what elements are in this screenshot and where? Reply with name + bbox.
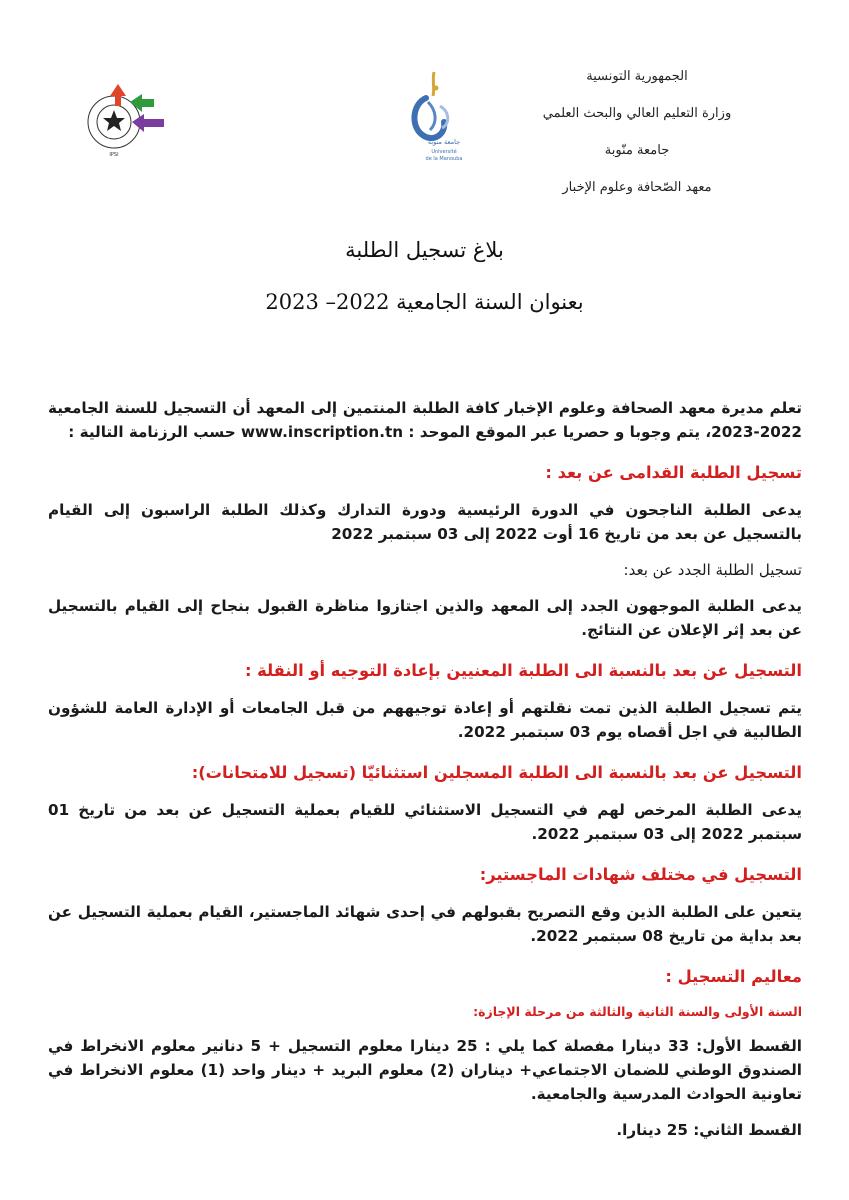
section-text-fees-second: القسط الثاني: 25 دينارا. xyxy=(616,1121,802,1139)
official-header xyxy=(537,58,737,206)
header-institute: معهد الصّحافة وعلوم الإخبار xyxy=(562,180,712,195)
header-republic: الجمهورية التونسية xyxy=(586,69,688,84)
section-heading-returning: تسجيل الطلبة القدامى عن بعد : xyxy=(545,463,802,482)
svg-text:Université: Université xyxy=(431,149,457,155)
section-heading-exceptional: التسجيل عن بعد بالنسبة الى الطلبة المسجلين استثنائيّا (تسجيل للامتحانات): xyxy=(191,763,802,782)
svg-text:IPSI: IPSI xyxy=(109,152,119,158)
university-manouba-logo xyxy=(398,66,468,166)
section-text-new: يدعى الطلبة الموجهون الجدد إلى المعهد والذين اجتازوا مناظرة القبول بنجاح إلى القيام بالتسجيل عن بعد إثر الإعلان عن النتائج. xyxy=(48,597,802,639)
section-text-masters: يتعين على الطلبة الذين وقع التصريح بقبولهم في إحدى شهائد الماجستير، القيام بعملية التسجيل عن بعد بداية من تاريخ 08 سبتمبر 2022. xyxy=(48,903,802,945)
document-subtitle: بعنوان السنة الجامعية 2022– 2023 xyxy=(265,290,584,314)
section-heading-masters: التسجيل في مختلف شهادات الماجستير: xyxy=(479,865,802,884)
document-body xyxy=(48,396,802,1142)
header-university: جامعة منّوبة xyxy=(604,143,670,158)
logo-text-arabic: جامعة منوبة xyxy=(427,138,461,146)
header-ministry: وزارة التعليم العالي والبحث العلمي xyxy=(542,106,732,121)
svg-text:de la Manouba: de la Manouba xyxy=(425,156,463,162)
intro-paragraph: تعلم مديرة معهد الصحافة وعلوم الإخبار كافة الطلبة المنتمين إلى المعهد أن التسجيل للسنة الجامعية 2022-2023، يتم وجوبا و حصريا عبر الموقع الموحد : www.inscription.tn حسب الرزنامة التالية : xyxy=(48,399,802,441)
section-subheading-fees: السنة الأولى والسنة الثانية والثالثة من مرحلة الإجازة: xyxy=(473,1004,802,1019)
document-title: بلاغ تسجيل الطلبة xyxy=(345,238,504,262)
section-text-transfer: يتم تسجيل الطلبة الذين تمت نقلتهم أو إعادة توجيههم من قبل الجامعات أو الإدارة العامة للشؤون الطالبية في اجل أقصاه يوم 03 سبتمبر 2022. xyxy=(48,699,802,741)
section-heading-fees: معاليم التسجيل : xyxy=(665,967,802,986)
section-heading-transfer: التسجيل عن بعد بالنسبة الى الطلبة المعنيين بإعادة التوجيه أو النقلة : xyxy=(244,661,802,680)
section-text-returning: يدعى الطلبة الناجحون في الدورة الرئيسية ودورة التدارك وكذلك الطلبة الراسبون إلى القيام بالتسجيل عن بعد من تاريخ 16 أوت 2022 إلى 03 سبتمبر 2022 xyxy=(48,501,802,543)
institute-logo xyxy=(84,80,172,160)
section-heading-new: تسجيل الطلبة الجدد عن بعد: xyxy=(623,561,802,579)
section-text-exceptional: يدعى الطلبة المرخص لهم في التسجيل الاستثنائي للقيام بعملية التسجيل عن بعد من تاريخ 01 سبتمبر 2022 إلى 03 سبتمبر 2022. xyxy=(48,801,802,843)
section-text-fees: القسط الأول: 33 دينارا مفصلة كما يلي : 25 دينارا معلوم التسجيل + 5 دنانير معلوم الانخراط في الصندوق الوطني للضمان الاجتماعي+ ديناران (2) معلوم البريد + دينار واحد (1) معلوم الانخراط في تعاونية الحوادث المدرسية والجامعية. xyxy=(48,1037,802,1103)
